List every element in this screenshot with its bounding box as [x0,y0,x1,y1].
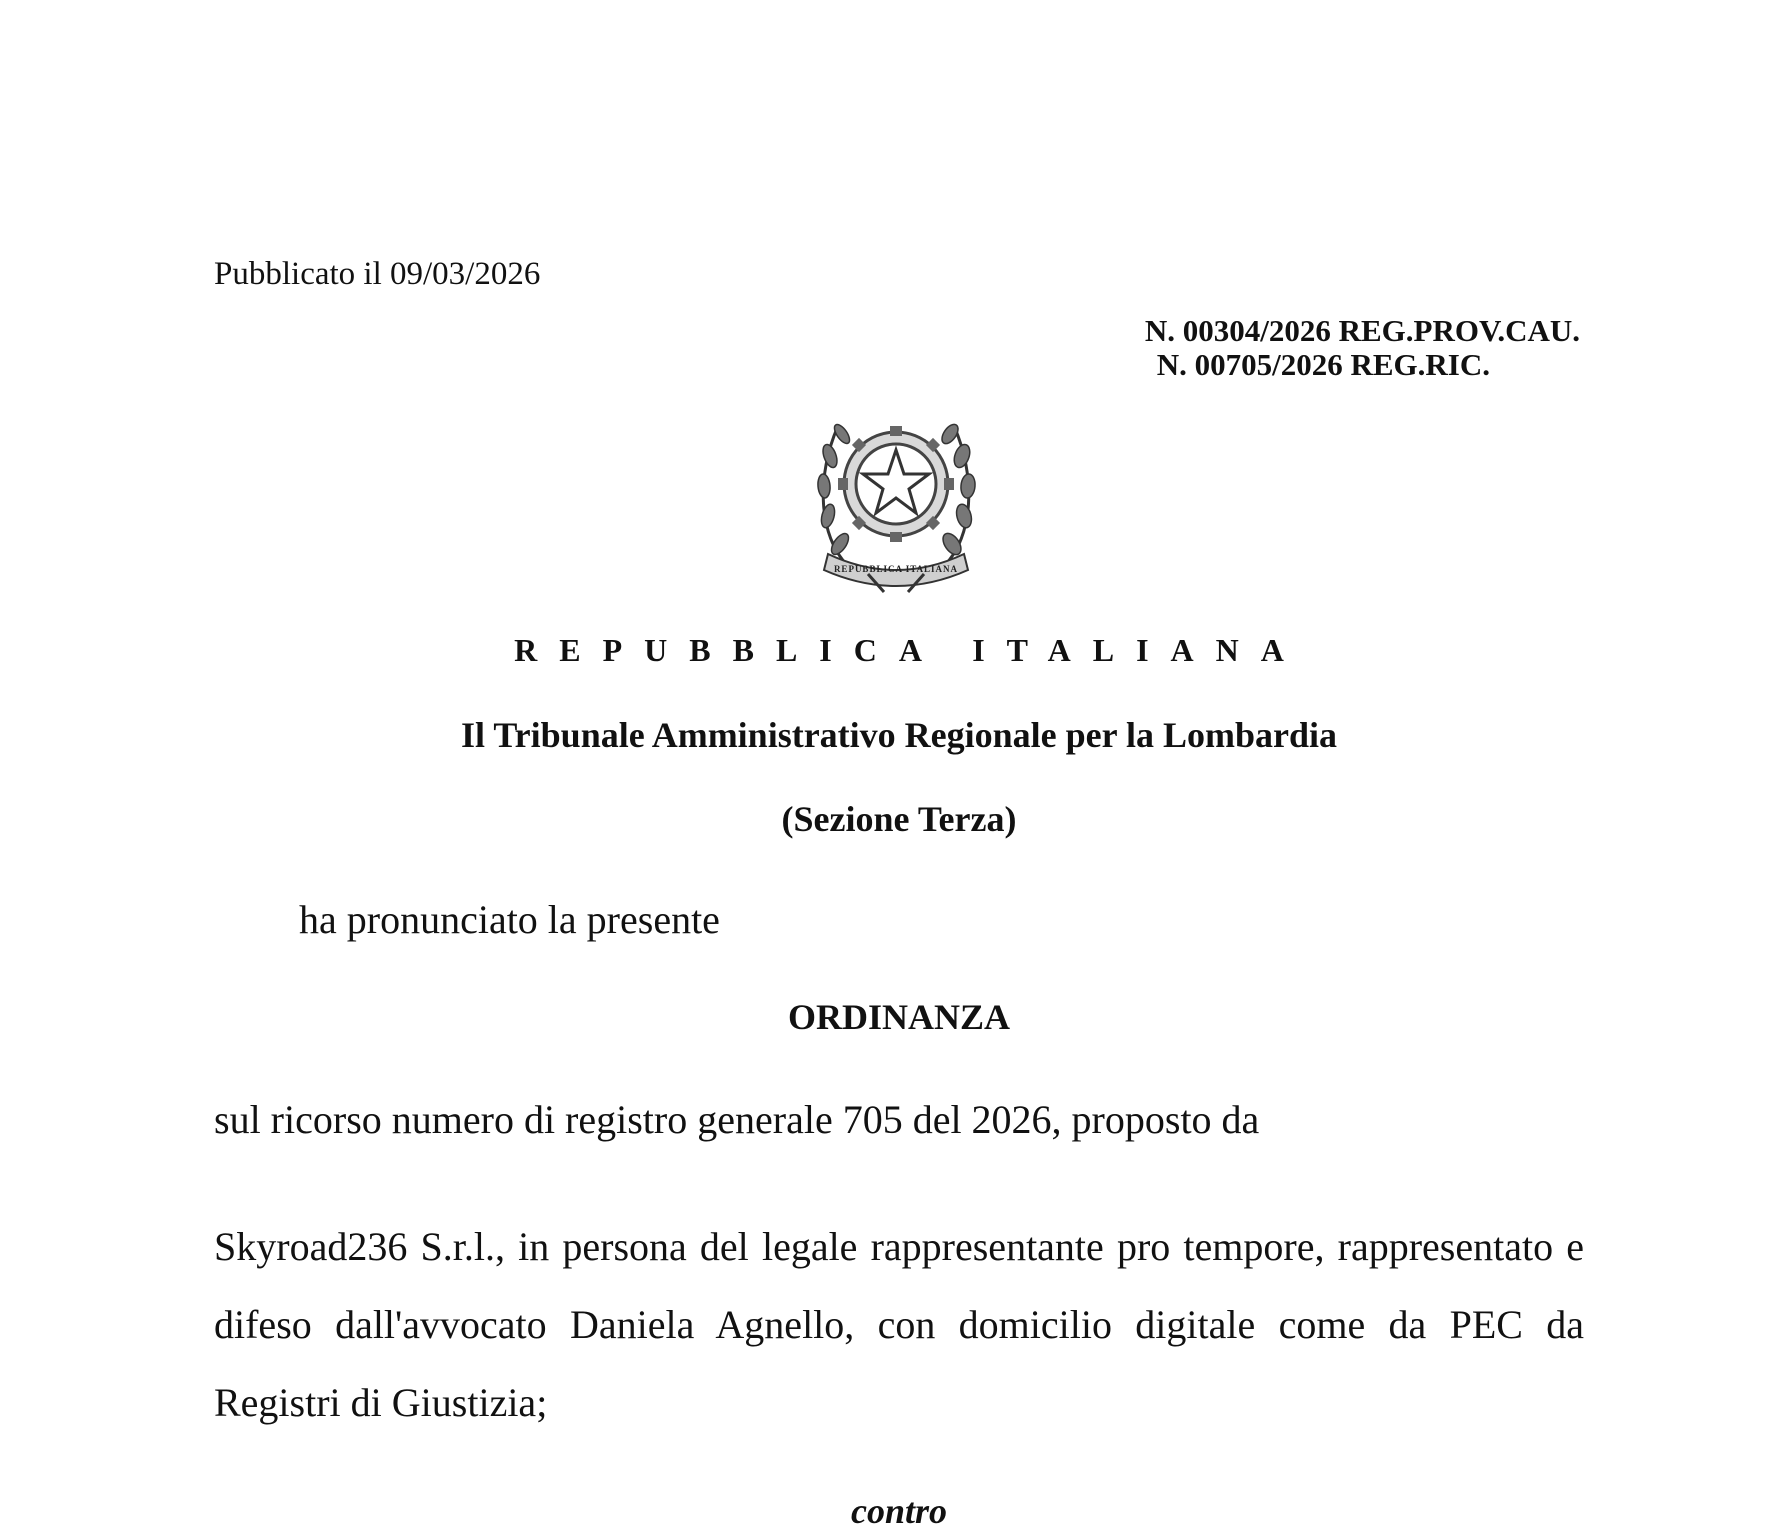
document-type-heading: ORDINANZA [787,997,1010,1037]
reg-prov-cau-number: N. 00304/2026 REG.PROV.CAU. [1144,313,1580,348]
emblem-of-italy-icon [808,396,984,596]
reg-ric-number: N. 00705/2026 REG.RIC. [1156,347,1490,382]
tribunal-name: Il Tribunale Amministrativo Regionale per la Lombardia [460,715,1338,755]
contro-heading: contro [850,1491,947,1531]
emblem-motto: REPUBBLICA ITALIANA [833,564,959,574]
publication-date: Pubblicato il 09/03/2026 [214,256,541,292]
pronounced-text: ha pronunciato la presente [299,897,720,942]
republic-heading: REPUBBLICA ITALIANA [514,632,1306,668]
registry-numbers [1145,314,1580,382]
ricorso-paragraph: sul ricorso numero di registro generale 705 del 2026, proposto da [214,1097,1260,1142]
claimant-paragraph: Skyroad236 S.r.l., in persona del legale rappresentante pro tempore, rappresentato e difeso dall'avvocato Daniela Agnello, con domicilio digitale come da PEC da Registri di Giustizia; [214,1224,1584,1425]
court-section: (Sezione Terza) [781,799,1017,839]
